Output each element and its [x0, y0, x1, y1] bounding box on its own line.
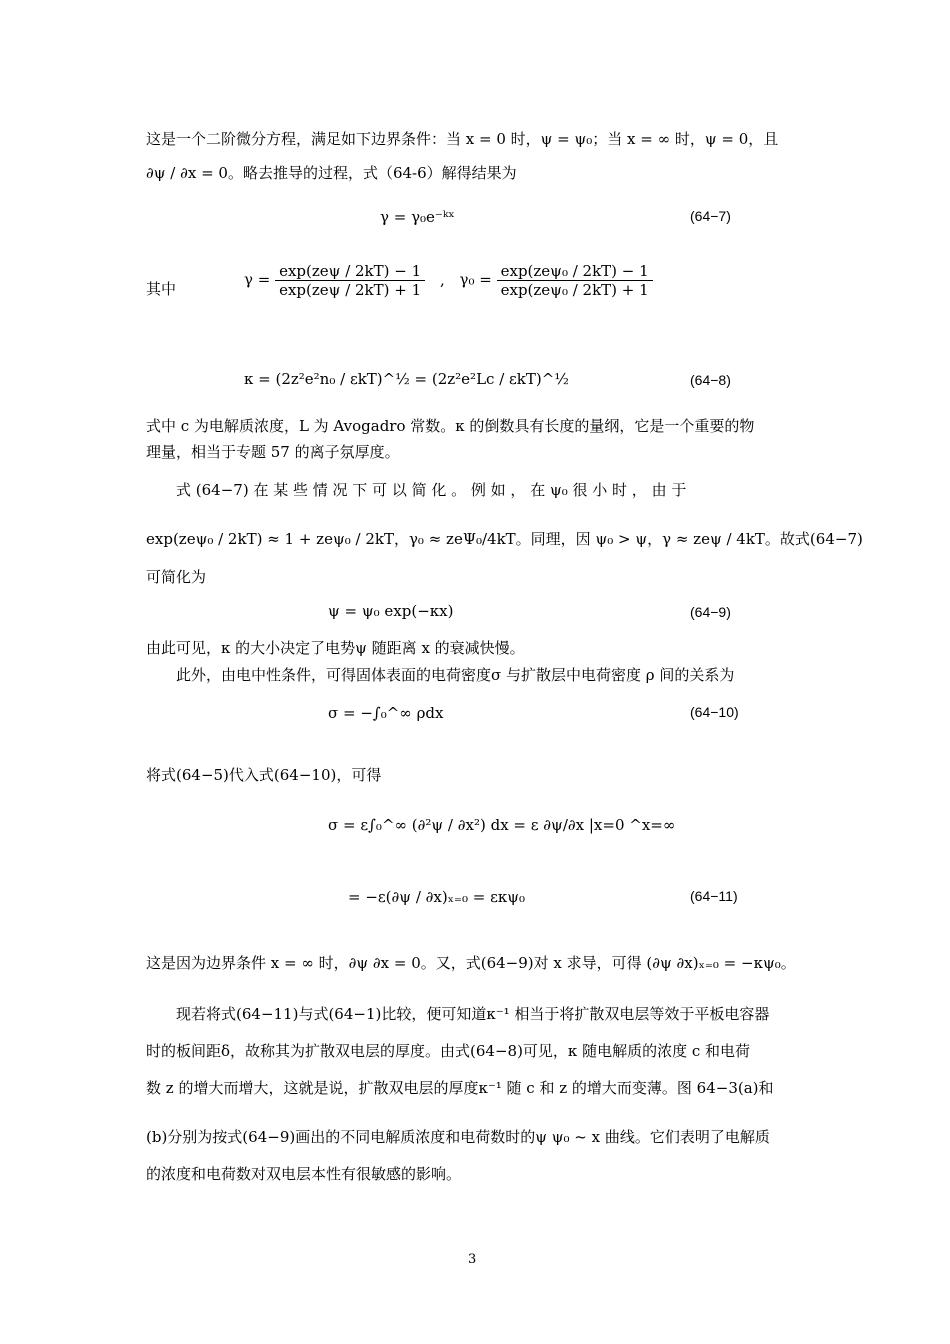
where-label: 其中 — [146, 280, 177, 298]
gamma-denominator: exp(zeψ / 2kT) + 1 — [279, 281, 422, 299]
gamma-numerator: exp(zeψ / 2kT) − 1 — [275, 262, 425, 281]
equation-64-7: γ = γ₀e⁻ᵏˣ — [380, 208, 455, 226]
equation-number-64-7: (64−7) — [690, 208, 731, 224]
para1-line1: 这是一个二阶微分方程，满足如下边界条件：当 x = 0 时，ψ = ψ₀；当 x = ∞ 时，ψ = 0，且 — [146, 130, 779, 148]
equation-number-64-9: (64−9) — [690, 604, 731, 620]
gamma0-fraction — [497, 262, 653, 299]
para5: 将式(64−5)代入式(64−10)，可得 — [146, 766, 382, 784]
para4-line1: 由此可见，κ 的大小决定了电势ψ 随距离 x 的衰减快慢。 — [146, 639, 525, 657]
equation-64-11b: = −ε(∂ψ / ∂x)ₓ₌₀ = εκψ₀ — [348, 888, 526, 906]
equation-gamma: γ = $\frac{\text{exp(zeψ / 2kT) − 1}}{\text{exp(zeψ / 2kT) + 1}}$ , γ₀ = $\frac{\text{exp(zeψ₀ / 2kT) − 1}}{\text{exp(zeψ₀ / 2kT) + 1}}$ — [244, 262, 653, 299]
equation-number-64-10: (64−10) — [690, 704, 739, 720]
gamma-fraction — [275, 262, 425, 299]
para7-line4: (b)分别为按式(64−9)画出的不同电解质浓度和电荷数时的ψ ψ₀ ~ x 曲线。它们表明了电解质 — [146, 1128, 770, 1146]
equation-64-11a: σ = ε∫₀^∞ (∂²ψ / ∂x²) dx = ε ∂ψ/∂x |x=0 ^x=∞ — [328, 816, 676, 834]
gamma0-lhs: γ₀ = — [459, 270, 492, 289]
gamma0-denominator: exp(zeψ₀ / 2kT) + 1 — [500, 281, 649, 299]
para6: 这是因为边界条件 x = ∞ 时，∂ψ ∂x = 0。又，式(64−9)对 x 求导，可得 (∂ψ ∂x)ₓ₌₀ = −κψ₀。 — [146, 954, 796, 972]
para2-line1: 式中 c 为电解质浓度，L 为 Avogadro 常数。κ 的倒数具有长度的量纲，它是一个重要的物 — [146, 417, 755, 435]
para4-line2: 此外，由电中性条件，可得固体表面的电荷密度σ 与扩散层中电荷密度 ρ 间的关系为 — [176, 666, 735, 684]
para7-line1: 现若将式(64−11)与式(64−1)比较，便可知道κ⁻¹ 相当于将扩散双电层等效于平板电容器 — [176, 1005, 770, 1023]
para3-line3: 可简化为 — [146, 568, 207, 586]
para7-line3: 数 z 的增大而增大，这就是说，扩散双电层的厚度κ⁻¹ 随 c 和 z 的增大而变薄。图 64−3(a)和 — [146, 1079, 774, 1097]
equation-64-10: σ = −∫₀^∞ ρdx — [328, 704, 444, 722]
gamma0-numerator: exp(zeψ₀ / 2kT) − 1 — [497, 262, 653, 281]
para1-line2: ∂ψ / ∂x = 0。略去推导的过程，式（64-6）解得结果为 — [146, 164, 517, 182]
para3-line1: 式 (64−7) 在 某 些 情 况 下 可 以 简 化 。 例 如 ， 在 ψ₀ 很 小 时 ， 由 于 — [176, 481, 687, 499]
equation-64-8: κ = (2z²e²n₀ / εkT)^½ = (2z²e²Lc / εkT)^½ — [244, 370, 569, 388]
para2-line2: 理量，相当于专题 57 的离子氛厚度。 — [146, 443, 400, 461]
equation-64-9: ψ = ψ₀ exp(−κx) — [328, 602, 454, 620]
para3-line2: exp(zeψ₀ / 2kT) ≈ 1 + zeψ₀ / 2kT，γ₀ ≈ zeΨ₀/4kT。同理，因 ψ₀ > ψ，γ ≈ zeψ / 4kT。故式(64−7) — [146, 530, 863, 548]
para7-line2: 时的板间距δ，故称其为扩散双电层的厚度。由式(64−8)可见，κ 随电解质的浓度 c 和电荷 — [146, 1042, 751, 1060]
equation-number-64-8: (64−8) — [690, 372, 731, 388]
para7-line5: 的浓度和电荷数对双电层本性有很敏感的影响。 — [146, 1165, 462, 1183]
page-number: 3 — [468, 1252, 477, 1267]
equation-number-64-11: (64−11) — [690, 888, 738, 904]
gamma-lhs: γ = — [244, 270, 271, 289]
